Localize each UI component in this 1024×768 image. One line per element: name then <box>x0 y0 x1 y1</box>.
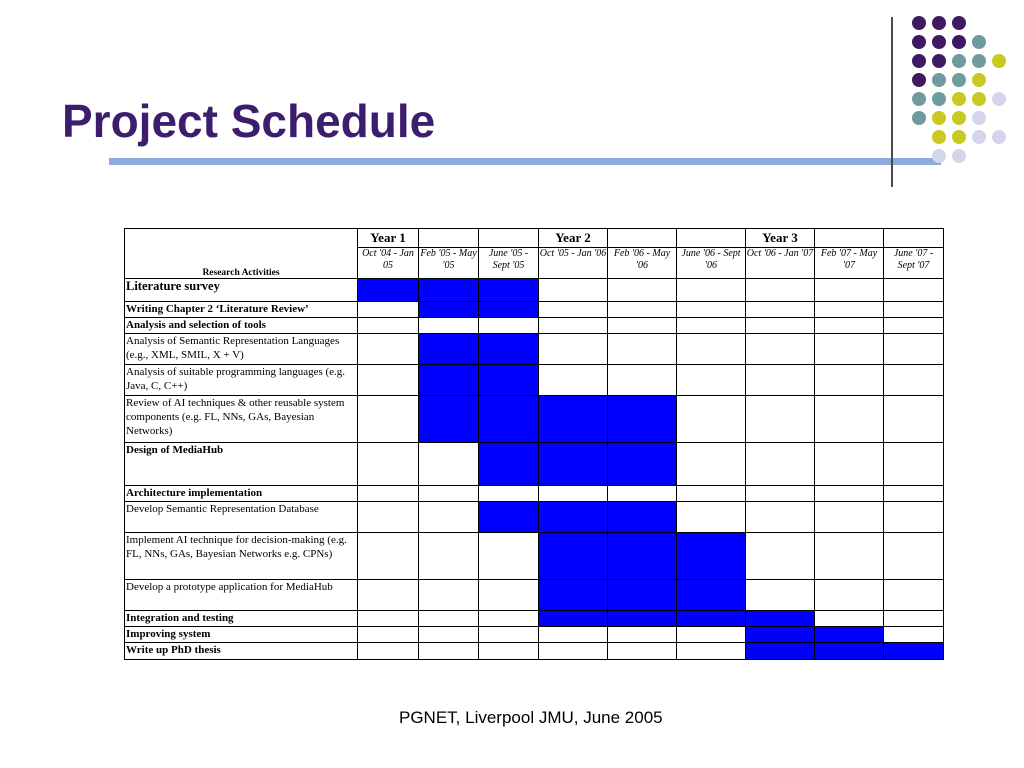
schedule-bar <box>815 643 884 660</box>
schedule-cell <box>539 365 608 396</box>
table-row <box>125 318 944 334</box>
schedule-cell <box>539 627 608 643</box>
decorative-dot <box>912 73 926 87</box>
schedule-cell <box>884 611 944 627</box>
decorative-dot <box>912 16 926 30</box>
schedule-cell <box>358 443 419 486</box>
table-row <box>125 443 944 486</box>
schedule-cell <box>815 502 884 533</box>
schedule-cell <box>746 580 815 611</box>
table-row <box>125 502 944 533</box>
schedule-bar <box>539 443 608 486</box>
schedule-cell <box>608 279 677 302</box>
schedule-cell <box>479 580 539 611</box>
schedule-bar <box>419 279 479 302</box>
schedule-cell <box>677 302 746 318</box>
schedule-cell <box>884 396 944 443</box>
schedule-cell <box>677 443 746 486</box>
schedule-cell <box>746 396 815 443</box>
schedule-cell <box>419 580 479 611</box>
schedule-bar <box>479 279 539 302</box>
schedule-cell <box>884 365 944 396</box>
activity-label: Writing Chapter 2 ‘Literature Review’ <box>125 302 358 318</box>
table-row <box>125 486 944 502</box>
activity-label: Develop a prototype application for MediaHub <box>125 580 358 611</box>
schedule-cell <box>884 443 944 486</box>
schedule-table <box>124 228 944 660</box>
schedule-cell <box>746 502 815 533</box>
schedule-bar <box>539 396 608 443</box>
year-header-row <box>125 229 944 248</box>
schedule-bar <box>539 611 608 627</box>
schedule-bar <box>608 443 677 486</box>
slide-footer: PGNET, Liverpool JMU, June 2005 <box>399 708 663 727</box>
schedule-bar <box>539 502 608 533</box>
schedule-bar <box>539 533 608 580</box>
activity-label: Improving system <box>125 627 358 643</box>
decorative-dot <box>952 16 966 30</box>
schedule-cell <box>358 396 419 443</box>
decorative-dot <box>972 111 986 125</box>
table-row <box>125 365 944 396</box>
decorative-dot <box>932 92 946 106</box>
decorative-dot <box>952 92 966 106</box>
schedule-cell <box>608 318 677 334</box>
decorative-dot <box>912 35 926 49</box>
schedule-cell <box>539 334 608 365</box>
schedule-cell <box>358 486 419 502</box>
schedule-cell <box>419 502 479 533</box>
decorative-dot <box>932 16 946 30</box>
activity-label: Develop Semantic Representation Database <box>125 502 358 533</box>
schedule-cell <box>358 533 419 580</box>
period-header: Feb '07 - May '07 <box>815 248 884 279</box>
schedule-cell <box>419 611 479 627</box>
period-header: Feb '05 - May '05 <box>419 248 479 279</box>
schedule-bar <box>677 611 746 627</box>
decorative-dot <box>912 111 926 125</box>
period-header: Oct '05 - Jan '06 <box>539 248 608 279</box>
title-underline <box>109 158 941 165</box>
schedule-cell <box>746 334 815 365</box>
decorative-dot <box>992 130 1006 144</box>
schedule-bar <box>608 502 677 533</box>
decorative-dot <box>972 92 986 106</box>
schedule-cell <box>884 627 944 643</box>
schedule-bar <box>479 302 539 318</box>
schedule-cell <box>358 502 419 533</box>
schedule-cell <box>815 334 884 365</box>
schedule-cell <box>479 486 539 502</box>
schedule-cell <box>746 533 815 580</box>
schedule-cell <box>884 533 944 580</box>
table-row <box>125 302 944 318</box>
decorative-vertical-line <box>891 17 893 187</box>
schedule-bar <box>608 396 677 443</box>
schedule-cell <box>539 486 608 502</box>
schedule-cell <box>746 443 815 486</box>
activities-header: Research Activities <box>125 229 358 279</box>
schedule-bar <box>815 627 884 643</box>
schedule-cell <box>358 318 419 334</box>
schedule-cell <box>539 318 608 334</box>
table-row <box>125 279 944 302</box>
schedule-cell <box>608 627 677 643</box>
table-row <box>125 580 944 611</box>
schedule-cell <box>419 318 479 334</box>
schedule-bar <box>539 580 608 611</box>
decorative-dot <box>992 92 1006 106</box>
schedule-bar <box>479 334 539 365</box>
schedule-cell <box>815 533 884 580</box>
slide-title: Project Schedule <box>62 95 436 147</box>
schedule-cell <box>358 611 419 627</box>
schedule-bar <box>358 279 419 302</box>
schedule-cell <box>608 643 677 660</box>
schedule-cell <box>815 279 884 302</box>
schedule-cell <box>608 302 677 318</box>
schedule-cell <box>884 486 944 502</box>
period-header: June '05 - Sept '05 <box>479 248 539 279</box>
schedule-bar <box>419 396 479 443</box>
schedule-cell <box>884 279 944 302</box>
schedule-bar <box>608 611 677 627</box>
schedule-cell <box>358 302 419 318</box>
schedule-cell <box>815 365 884 396</box>
schedule-cell <box>884 580 944 611</box>
schedule-cell <box>746 279 815 302</box>
schedule-bar <box>677 533 746 580</box>
activity-label: Integration and testing <box>125 611 358 627</box>
decorative-dot <box>932 54 946 68</box>
schedule-cell <box>677 502 746 533</box>
decorative-dot <box>972 35 986 49</box>
table-row <box>125 533 944 580</box>
decorative-dot <box>952 130 966 144</box>
schedule-bar <box>479 365 539 396</box>
schedule-bar <box>884 643 944 660</box>
schedule-cell <box>358 580 419 611</box>
schedule-cell <box>608 486 677 502</box>
schedule-cell <box>815 396 884 443</box>
period-header: Oct '04 - Jan 05 <box>358 248 419 279</box>
activity-label: Literature survey <box>125 279 358 302</box>
activity-label: Analysis of suitable programming languages (e.g. Java, C, C++) <box>125 365 358 396</box>
schedule-cell <box>608 334 677 365</box>
decorative-dot <box>972 73 986 87</box>
schedule-cell <box>677 365 746 396</box>
schedule-cell <box>677 279 746 302</box>
table-row <box>125 611 944 627</box>
schedule-cell <box>884 334 944 365</box>
schedule-cell <box>358 643 419 660</box>
schedule-cell <box>358 334 419 365</box>
schedule-cell <box>479 643 539 660</box>
schedule-cell <box>677 334 746 365</box>
schedule-cell <box>815 302 884 318</box>
schedule-cell <box>815 580 884 611</box>
activity-label: Analysis of Semantic Representation Languages (e.g., XML, SMIL, X + V) <box>125 334 358 365</box>
period-header: June '07 - Sept '07 <box>884 248 944 279</box>
period-header: Oct '06 - Jan '07 <box>746 248 815 279</box>
decorative-dot <box>952 54 966 68</box>
schedule-cell <box>358 365 419 396</box>
schedule-bar <box>677 580 746 611</box>
decorative-dot <box>952 73 966 87</box>
schedule-cell <box>419 486 479 502</box>
year-header: Year 2 <box>539 229 608 248</box>
table-row <box>125 396 944 443</box>
decorative-dot <box>932 73 946 87</box>
activity-label: Design of MediaHub <box>125 443 358 486</box>
schedule-bar <box>419 365 479 396</box>
schedule-cell <box>746 302 815 318</box>
schedule-cell <box>746 318 815 334</box>
decorative-dot <box>952 111 966 125</box>
schedule-cell <box>677 486 746 502</box>
decorative-dot <box>932 111 946 125</box>
decorative-dot <box>932 130 946 144</box>
schedule-cell <box>815 611 884 627</box>
schedule-cell <box>539 279 608 302</box>
schedule-cell <box>884 302 944 318</box>
decorative-dot <box>972 130 986 144</box>
schedule-cell <box>746 486 815 502</box>
schedule-bar <box>608 580 677 611</box>
schedule-cell <box>419 643 479 660</box>
schedule-bar <box>746 611 815 627</box>
decorative-dot <box>952 35 966 49</box>
schedule-cell <box>419 443 479 486</box>
decorative-dot <box>972 54 986 68</box>
schedule-bar <box>479 502 539 533</box>
schedule-cell <box>419 533 479 580</box>
schedule-cell <box>884 318 944 334</box>
schedule-cell <box>479 627 539 643</box>
period-header: June '06 - Sept '06 <box>677 248 746 279</box>
schedule-cell <box>815 443 884 486</box>
activity-label: Implement AI technique for decision-making (e.g. FL, NNs, GAs, Bayesian Networks e.g. CPNs) <box>125 533 358 580</box>
schedule-cell <box>677 396 746 443</box>
schedule-cell <box>539 302 608 318</box>
schedule-cell <box>479 611 539 627</box>
schedule-cell <box>815 318 884 334</box>
table-row <box>125 627 944 643</box>
schedule-bar <box>419 302 479 318</box>
schedule-cell <box>884 502 944 533</box>
activity-label: Analysis and selection of tools <box>125 318 358 334</box>
schedule-bar <box>419 334 479 365</box>
table-row <box>125 334 944 365</box>
decorative-dot <box>932 35 946 49</box>
activity-label: Architecture implementation <box>125 486 358 502</box>
schedule-cell <box>746 365 815 396</box>
schedule-cell <box>479 318 539 334</box>
period-header: Feb '06 - May '06 <box>608 248 677 279</box>
schedule-cell <box>358 627 419 643</box>
schedule-cell <box>608 365 677 396</box>
activity-label: Write up PhD thesis <box>125 643 358 660</box>
year-header: Year 3 <box>746 229 815 248</box>
schedule-cell <box>677 643 746 660</box>
year-header: Year 1 <box>358 229 419 248</box>
schedule-cell <box>419 627 479 643</box>
decorative-dot <box>952 149 966 163</box>
decorative-dot <box>912 92 926 106</box>
schedule-cell <box>815 486 884 502</box>
schedule-cell <box>539 643 608 660</box>
table-row <box>125 643 944 660</box>
decorative-dot <box>912 54 926 68</box>
schedule-bar <box>479 396 539 443</box>
schedule-body <box>125 279 944 660</box>
schedule-bar <box>608 533 677 580</box>
schedule-bar <box>479 443 539 486</box>
decorative-dot <box>992 54 1006 68</box>
schedule-bar <box>746 627 815 643</box>
schedule-cell <box>677 318 746 334</box>
schedule-cell <box>677 627 746 643</box>
schedule-cell <box>479 533 539 580</box>
activity-label: Review of AI techniques & other reusable system components (e.g. FL, NNs, GAs, Bayesian Networks) <box>125 396 358 443</box>
schedule-bar <box>746 643 815 660</box>
